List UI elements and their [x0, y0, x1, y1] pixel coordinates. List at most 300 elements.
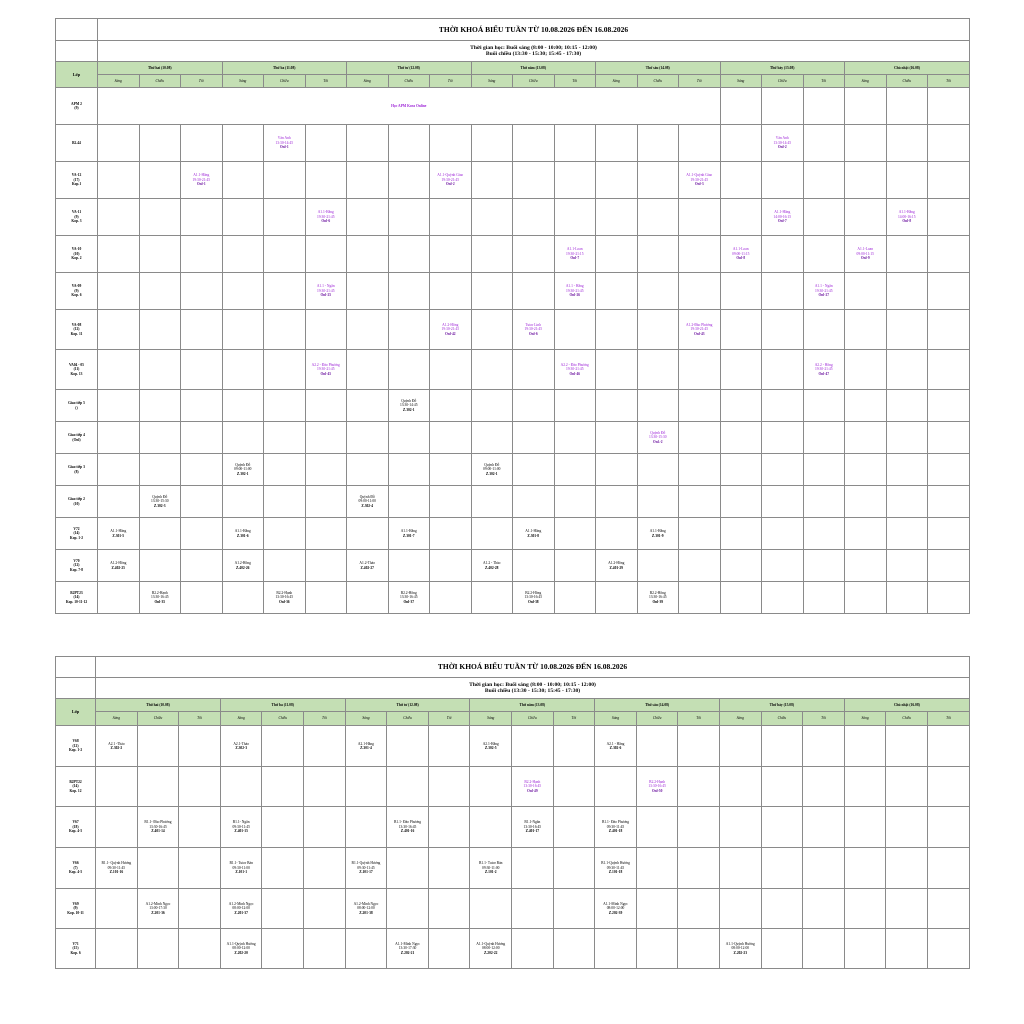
session-line: Onl-3 [694, 182, 704, 187]
class-session [470, 848, 512, 889]
schedule-cell [222, 199, 264, 236]
empty-cell [928, 88, 970, 125]
slot-header: Sáng [470, 712, 512, 726]
schedule-cell [139, 199, 181, 236]
schedule-cell [305, 454, 347, 486]
schedule-cell [471, 422, 513, 454]
apm-online-cell: Học APM Kora Online [98, 88, 721, 125]
schedule-cell [304, 848, 346, 889]
slot-header: Sáng [347, 75, 389, 88]
slot-header: Chiều [388, 75, 430, 88]
schedule-cell [553, 726, 595, 767]
session-line: B1.1- Tutor Bản [229, 861, 253, 866]
schedule-cell [762, 486, 804, 518]
class-session [345, 848, 387, 889]
session-line: Văn Anh [775, 136, 789, 141]
schedule-cell [262, 929, 304, 969]
session-line: A1.1-Quỳnh Hương [476, 941, 506, 946]
class-session [595, 848, 637, 889]
schedule-cell [678, 889, 720, 929]
schedule-cell [928, 236, 970, 273]
schedule-cell [927, 929, 969, 969]
session-line: B1.1- Tutor Bản [479, 861, 503, 866]
schedule-cell [513, 454, 555, 486]
session-line: A2.1-Thảo [233, 741, 249, 746]
session-line: Onl-7 [570, 256, 580, 261]
class-session [595, 726, 637, 767]
class-label [56, 273, 98, 310]
schedule-cell [388, 310, 430, 350]
session-line: Onl-8 [736, 256, 746, 261]
class-session [845, 236, 887, 273]
schedule-cell [264, 236, 306, 273]
session-line: Z.201-36 [151, 910, 165, 915]
class-label [56, 889, 96, 929]
class-session [513, 310, 555, 350]
schedule-cell [928, 390, 970, 422]
schedule-cell [139, 422, 181, 454]
session-line: Onl-37 [403, 599, 415, 604]
session-line: Onl-27 [818, 293, 830, 298]
schedule-cell [181, 236, 223, 273]
class-label-line: (14) [72, 784, 79, 789]
schedule-cell [264, 350, 306, 390]
class-session [305, 350, 347, 390]
class-label-line: Giao tiếp 4 [68, 433, 85, 438]
table-row [56, 454, 970, 486]
schedule-cell [928, 518, 970, 550]
slot-header: Sáng [222, 75, 264, 88]
class-session [98, 550, 140, 582]
schedule-cell [98, 199, 140, 236]
schedule-cell [886, 889, 928, 929]
slot-header: Tối [927, 712, 969, 726]
day-header: Chủ nhật (16.08) [844, 699, 969, 712]
schedule-cell [845, 125, 887, 162]
class-label [56, 550, 98, 582]
schedule-cell [761, 767, 803, 807]
schedule-cell [347, 390, 389, 422]
schedule-cell [304, 767, 346, 807]
schedule-cell [678, 807, 720, 848]
schedule-cell [222, 162, 264, 199]
schedule-cell [512, 889, 554, 929]
schedule-cell [345, 807, 387, 848]
day-header: Chủ nhật (16.08) [845, 62, 970, 75]
schedule-cell [844, 767, 886, 807]
slot-header: Tối [304, 712, 346, 726]
class-label-line: (7) [73, 865, 78, 870]
schedule-cell [637, 273, 679, 310]
class-session [803, 350, 845, 390]
schedule-cell [305, 486, 347, 518]
schedule-line: Buổi chiều (13:30 - 15:30; 15:45 - 17:30) [485, 51, 582, 57]
schedule-cell [222, 273, 264, 310]
slot-header: Sáng [844, 712, 886, 726]
timetable-title: THỜI KHOÁ BIỂU TUẦN TỪ 10.08.2026 ĐẾN 16.08.2026 [98, 19, 970, 41]
schedule-cell [179, 767, 221, 807]
class-label [56, 422, 98, 454]
schedule-cell [264, 273, 306, 310]
session-line: 08:00-12:00 [232, 946, 250, 951]
class-label-line: (12) [72, 743, 79, 748]
session-line: A1.2-Minh Ngọc [228, 901, 254, 906]
schedule-cell [388, 422, 430, 454]
session-line: Tutor Linh [525, 322, 542, 327]
session-line: Z.401-15 [234, 829, 248, 834]
schedule-cell [222, 486, 264, 518]
schedule-cell [554, 518, 596, 550]
day-header: Thứ ba (11.08) [220, 699, 345, 712]
slot-header: Tối [803, 75, 845, 88]
schedule-cell [886, 390, 928, 422]
class-session [347, 550, 389, 582]
schedule-cell [596, 422, 638, 454]
session-line: A1.1-Loan [566, 247, 583, 252]
session-line: A1.1-Hằng [774, 210, 791, 215]
class-label-line: Kop. 13 [70, 371, 83, 376]
class-session [637, 518, 679, 550]
session-line: Z.302-1 [402, 407, 415, 412]
class-label [56, 390, 98, 422]
schedule-cell [139, 273, 181, 310]
session-line: 19:30-21:45 [814, 367, 833, 372]
class-session [139, 486, 181, 518]
schedule-cell [181, 550, 223, 582]
class-label [56, 236, 98, 273]
schedule-cell [845, 518, 887, 550]
slot-header: Chiều [262, 712, 304, 726]
schedule-cell [886, 350, 928, 390]
session-line: B2.2-Hạnh [151, 590, 168, 595]
class-label-line: Kop. 4-5 [68, 870, 83, 875]
schedule-cell [927, 807, 969, 848]
session-line: Z.202-39 [608, 910, 623, 915]
class-label-line: B2PT22 [69, 779, 82, 784]
slot-header: Sáng [720, 712, 762, 726]
class-label-line: Giao tiếp 5 [68, 401, 85, 406]
schedule-cell [512, 848, 554, 889]
schedule-cell [181, 310, 223, 350]
schedule-cell [470, 767, 512, 807]
schedule-cell [428, 929, 470, 969]
schedule-cell [554, 550, 596, 582]
session-line: Z.202-21 [400, 950, 415, 955]
session-line: 19:30-21:45 [316, 288, 335, 293]
schedule-cell [222, 310, 264, 350]
schedule-cell [637, 350, 679, 390]
day-header: Thứ hai (10.08) [98, 62, 223, 75]
corner-cell [56, 678, 96, 699]
class-label [56, 929, 96, 969]
schedule-cell [637, 486, 679, 518]
schedule-cell [98, 486, 140, 518]
schedule-cell [470, 807, 512, 848]
class-label-line: V66 [72, 861, 79, 866]
schedule-cell [388, 236, 430, 273]
slot-header: Tối [679, 75, 721, 88]
session-line: A1.2-Hồng [608, 561, 625, 566]
class-session [347, 486, 389, 518]
session-line: A1.1-Hằng [193, 173, 210, 178]
class-session [222, 454, 264, 486]
schedule-cell [347, 422, 389, 454]
schedule-cell [264, 422, 306, 454]
table-row [56, 390, 970, 422]
schedule-cell [139, 518, 181, 550]
class-label [56, 767, 96, 807]
schedule-cell [139, 162, 181, 199]
session-line: 13:30-17:30 [398, 946, 417, 951]
slot-header: Chiều [137, 712, 179, 726]
schedule-cell [762, 350, 804, 390]
schedule-cell [222, 236, 264, 273]
schedule-cell [886, 848, 928, 889]
schedule-cell [513, 390, 555, 422]
schedule-cell [761, 889, 803, 929]
class-label-line: (18) [72, 824, 79, 829]
session-line: Z.201-38 [359, 910, 373, 915]
schedule-cell [513, 486, 555, 518]
schedule-cell [98, 390, 140, 422]
session-line: Onl-43 [693, 331, 705, 336]
session-line: A2.1 - Hằng [606, 741, 625, 746]
schedule-cell [264, 550, 306, 582]
schedule-cell [430, 422, 472, 454]
session-line: 19:30-21:45 [690, 327, 709, 332]
schedule-cell [471, 390, 513, 422]
schedule-cell [678, 929, 720, 969]
schedule-cell [803, 125, 845, 162]
day-header: Thứ sáu (14.08) [596, 62, 721, 75]
schedule-cell [596, 236, 638, 273]
class-session [554, 350, 596, 390]
schedule-line: Thời gian học: Buổi sáng (8:00 - 10:00; 10:15 - 12:00) [469, 681, 596, 688]
schedule-cell [305, 518, 347, 550]
schedule-cell [388, 454, 430, 486]
slot-header: Tối [928, 75, 970, 88]
schedule-cell [554, 454, 596, 486]
schedule-cell [720, 125, 762, 162]
session-line: B1.1- Quỳnh Hương [101, 861, 132, 866]
class-label-line: Kop. 2 [71, 256, 82, 261]
schedule-cell [513, 236, 555, 273]
schedule-cell [347, 199, 389, 236]
session-line: Z.401-18 [608, 829, 623, 834]
class-session [720, 236, 762, 273]
class-label-line: (14) [73, 531, 80, 536]
session-line: 09:30-11:45 [232, 824, 250, 829]
slot-header: Sáng [98, 75, 140, 88]
schedule-cell [928, 310, 970, 350]
schedule-cell [388, 350, 430, 390]
class-session [430, 310, 472, 350]
day-header: Thứ ba (11.08) [222, 62, 347, 75]
session-line: Onl-49 [527, 788, 538, 793]
schedule-cell [762, 390, 804, 422]
schedule-cell [927, 726, 969, 767]
session-line: Onl-8 [902, 219, 912, 224]
schedule-cell [803, 454, 845, 486]
schedule-cell [181, 422, 223, 454]
schedule-cell [347, 273, 389, 310]
class-session [98, 518, 140, 550]
class-label [56, 454, 98, 486]
session-line: Z.301-5 [112, 533, 125, 538]
schedule-cell [596, 518, 638, 550]
session-line: Z.401-17 [525, 829, 540, 834]
empty-cell [886, 88, 928, 125]
schedule-cell [762, 310, 804, 350]
slot-header: Chiều [762, 75, 804, 88]
class-session [720, 929, 762, 969]
schedule-cell [596, 486, 638, 518]
session-line: Z.202-20 [234, 950, 248, 955]
schedule-cell [845, 199, 887, 236]
session-line: Z.101-18 [608, 870, 623, 875]
class-label-line: Giao tiếp 3 [68, 465, 85, 470]
schedule-cell [345, 929, 387, 969]
session-line: 09:30-11:45 [606, 865, 625, 870]
schedule-cell [181, 582, 223, 614]
day-header: Thứ năm (13.08) [470, 699, 595, 712]
class-label [56, 848, 96, 889]
session-line: 08:00-12:00 [606, 906, 625, 911]
session-line: Z.401-16 [400, 829, 415, 834]
table-row [56, 422, 970, 454]
schedule-cell [347, 162, 389, 199]
schedule-cell [928, 350, 970, 390]
table-row [56, 486, 970, 518]
schedule-cell [596, 199, 638, 236]
schedule-cell [637, 310, 679, 350]
session-line: 13:30-15:30 [648, 435, 667, 440]
session-line: 19:30-21:45 [690, 177, 709, 182]
schedule-cell [139, 350, 181, 390]
schedule-cell [137, 848, 179, 889]
session-line: A2.1-Hằng [482, 741, 499, 746]
schedule-cell [181, 125, 223, 162]
schedule-cell [304, 889, 346, 929]
session-line: 13:30-16:45 [149, 824, 167, 829]
schedule-cell [636, 929, 678, 969]
class-session [513, 518, 555, 550]
schedule-cell [554, 390, 596, 422]
session-line: B2.2-Hạnh [276, 590, 293, 595]
class-session [137, 889, 179, 929]
session-line: A2.2 - Đào Phương [560, 362, 589, 367]
class-label-line: Giao tiếp 2 [68, 497, 85, 502]
schedule-cell [181, 199, 223, 236]
class-session [595, 807, 637, 848]
session-line: A1.1 - Ngân [316, 284, 335, 289]
schedule-cell [803, 162, 845, 199]
schedule-cell [139, 390, 181, 422]
table-row [56, 125, 970, 162]
schedule-cell [387, 726, 429, 767]
schedule-cell [679, 273, 721, 310]
session-line: 13:30-16:45 [275, 595, 294, 600]
schedule-cell [720, 889, 762, 929]
schedule-cell [761, 848, 803, 889]
session-line: B2.2-Hồng [525, 590, 542, 595]
session-line: Z.401-14 [151, 829, 165, 834]
schedule-cell [637, 162, 679, 199]
session-line: 19:30-21:45 [565, 367, 584, 372]
session-line: Onl-35 [154, 599, 166, 604]
corner-cell [56, 657, 96, 678]
session-line: 19:30-21:45 [565, 288, 584, 293]
schedule-cell [803, 486, 845, 518]
session-line: 09:30-11:45 [107, 865, 126, 870]
class-label-line: Kop. 1-2 [69, 535, 84, 540]
schedule-cell [762, 162, 804, 199]
class-session [595, 889, 637, 929]
schedule-cell [845, 350, 887, 390]
session-line: 19:30-21:15 [565, 251, 584, 256]
slot-header: Chiều [761, 712, 803, 726]
schedule-cell [596, 273, 638, 310]
class-label-line: VA04 - 05 [69, 362, 84, 367]
table-row [56, 162, 970, 199]
session-line: Z.101-2 [484, 870, 497, 875]
table-row [56, 310, 970, 350]
schedule-cell [886, 486, 928, 518]
session-line: Onl-42 [444, 331, 456, 336]
session-line: Onl-9 [860, 256, 870, 261]
schedule-cell [305, 582, 347, 614]
session-line: Quỳnh Đỗ [235, 462, 251, 467]
class-session [637, 422, 679, 454]
session-line: Z.302-2 [110, 746, 123, 750]
slot-header: Tối [181, 75, 223, 88]
class-session [886, 199, 928, 236]
schedule-cell [554, 125, 596, 162]
class-label-line: Kop. 7-8 [69, 567, 84, 572]
schedule-cell [430, 486, 472, 518]
schedule-cell [388, 125, 430, 162]
schedule-cell [678, 848, 720, 889]
session-line: 19:30-21:45 [192, 177, 211, 182]
table-row [56, 767, 970, 807]
session-line: B2.2-Hồng [649, 590, 666, 595]
class-session [513, 582, 555, 614]
slot-header: Tối [553, 712, 595, 726]
session-line: 13:30-16:45 [648, 784, 666, 789]
class-label-line: (12) [73, 327, 80, 332]
class-label-line: V71 [72, 941, 79, 946]
schedule-cell [845, 310, 887, 350]
slot-header: Chiều [636, 712, 678, 726]
class-label-line: (10) [73, 251, 80, 256]
session-line: A1.1 - Ngân [814, 284, 833, 289]
schedule-cell [513, 350, 555, 390]
schedule-cell [264, 310, 306, 350]
schedule-cell [553, 929, 595, 969]
session-line: 09:00-11:15 [856, 251, 874, 256]
schedule-cell [513, 199, 555, 236]
schedule-cell [513, 550, 555, 582]
class-label-line: (8) [74, 469, 79, 474]
class-session [387, 807, 429, 848]
class-session [512, 767, 554, 807]
schedule-cell [98, 454, 140, 486]
class-label-line: VA-09 [71, 284, 82, 289]
schedule-cell [928, 199, 970, 236]
schedule-cell [554, 162, 596, 199]
class-session [264, 125, 306, 162]
schedule-cell [720, 550, 762, 582]
